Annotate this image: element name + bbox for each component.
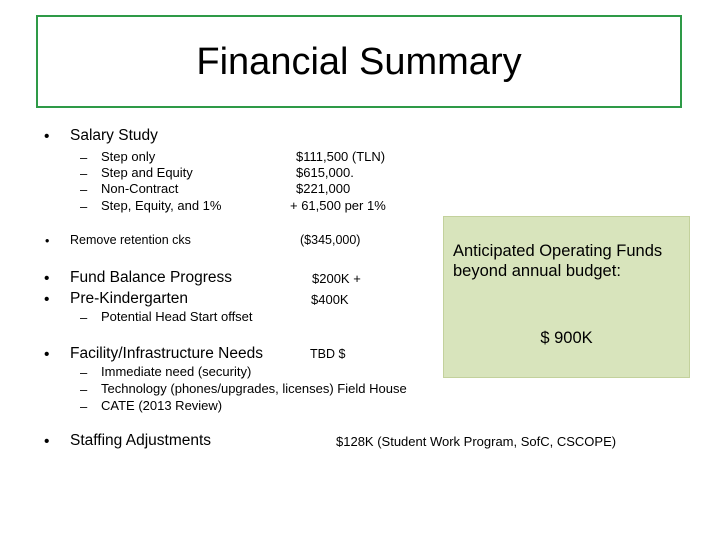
facility-item: Technology (phones/upgrades, licenses) Field House	[101, 381, 407, 396]
anticipated-funds-box	[443, 216, 690, 378]
facility-value: TBD $	[310, 347, 346, 361]
salary-item-value: $221,000	[296, 181, 351, 196]
dash: –	[80, 365, 88, 380]
salary-item-label: Step only	[101, 149, 156, 164]
dash: –	[80, 310, 88, 325]
dash: –	[80, 150, 88, 165]
bullet: •	[44, 346, 50, 363]
salary-item-label: Non-Contract	[101, 181, 179, 196]
bullet: •	[44, 128, 50, 145]
dash: –	[80, 399, 88, 414]
anticipated-funds-amount: $ 900K	[540, 329, 593, 347]
bullet: •	[45, 234, 50, 248]
retention-label: Remove retention cks	[70, 233, 191, 247]
dash: –	[80, 199, 88, 214]
anticipated-funds-text: Anticipated Operating Funds beyond annual budget:	[453, 242, 663, 280]
page-title: Financial Summary	[196, 40, 522, 83]
salary-heading: Salary Study	[70, 127, 158, 144]
facility-label: Facility/Infrastructure Needs	[70, 345, 263, 362]
retention-value: ($345,000)	[300, 233, 361, 247]
title-box	[36, 15, 682, 108]
bullet: •	[44, 270, 50, 287]
salary-item-label: Step and Equity	[101, 165, 193, 180]
staffing-value: $128K (Student Work Program, SofC, CSCOPE)	[336, 434, 617, 449]
prek-value: $400K	[311, 292, 349, 307]
salary-item-value: $615,000.	[296, 165, 354, 180]
salary-item-value: $111,500 (TLN)	[296, 149, 386, 164]
dash: –	[80, 182, 88, 197]
staffing-label: Staffing Adjustments	[70, 432, 212, 449]
bullet: •	[44, 291, 50, 308]
salary-item-label: Step, Equity, and 1%	[101, 198, 222, 213]
dash: –	[80, 166, 88, 181]
prek-label: Pre-Kindergarten	[70, 290, 189, 307]
fund-balance-label: Fund Balance Progress	[70, 269, 232, 286]
bullet: •	[44, 433, 50, 450]
dash: –	[80, 382, 88, 397]
salary-item-value: + 61,500 per 1%	[290, 198, 386, 213]
facility-item: Immediate need (security)	[101, 364, 252, 379]
fund-balance-value: $200K +	[312, 271, 361, 286]
facility-item: CATE (2013 Review)	[101, 398, 223, 413]
prek-sub: Potential Head Start offset	[101, 309, 253, 324]
